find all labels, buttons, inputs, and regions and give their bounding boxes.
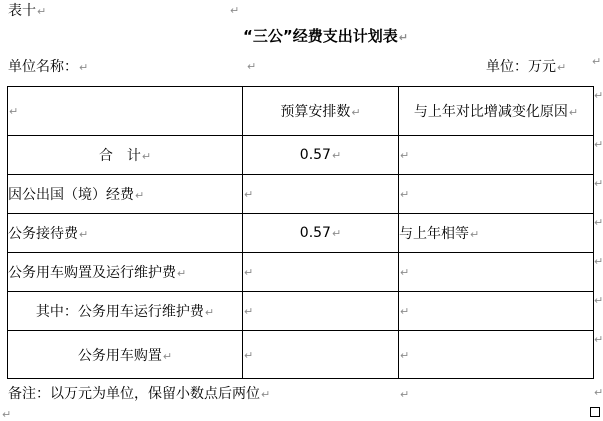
table-cell bbox=[243, 253, 399, 292]
paragraph-mark-icon: ↵ bbox=[2, 408, 12, 421]
paragraph-mark-icon: ↵ bbox=[594, 294, 603, 307]
paragraph-mark-icon: ↵ bbox=[594, 216, 603, 229]
table-cell bbox=[243, 136, 399, 175]
paragraph-mark-icon: ↵ bbox=[400, 266, 410, 279]
expense-table bbox=[7, 86, 594, 379]
paragraph-mark-icon: ↵ bbox=[400, 149, 410, 162]
table-row bbox=[8, 175, 594, 214]
table-row bbox=[8, 253, 594, 292]
doc-label bbox=[8, 3, 46, 20]
paragraph-mark-icon: ↵ bbox=[162, 349, 173, 363]
end-of-document-square-icon bbox=[590, 407, 600, 417]
table-cell bbox=[8, 214, 243, 253]
paragraph-mark-icon: ↵ bbox=[594, 138, 603, 151]
paragraph-mark-icon: ↵ bbox=[592, 55, 602, 68]
table-row bbox=[8, 214, 594, 253]
paragraph-mark-icon: ↵ bbox=[400, 388, 410, 401]
paragraph-mark-icon: ↵ bbox=[398, 31, 408, 44]
header-cell bbox=[399, 87, 594, 136]
paragraph-mark-icon: ↵ bbox=[594, 333, 603, 346]
note-line bbox=[8, 386, 270, 403]
cell-text: 合 计 bbox=[98, 148, 141, 164]
table-cell bbox=[8, 331, 243, 379]
cell-text: 0.57 bbox=[299, 225, 331, 241]
paragraph-mark-icon: ↵ bbox=[331, 227, 342, 240]
table-cell bbox=[8, 292, 243, 331]
paragraph-mark-icon: ↵ bbox=[204, 306, 215, 319]
paragraph-mark-icon: ↵ bbox=[594, 386, 603, 399]
header-cell bbox=[243, 87, 399, 136]
header-row bbox=[8, 87, 594, 136]
paragraph-mark-icon: ↵ bbox=[594, 177, 603, 190]
table-cell bbox=[243, 214, 399, 253]
paragraph-mark-icon: ↵ bbox=[244, 348, 254, 362]
cell-text: 0.57 bbox=[299, 147, 331, 163]
paragraph-mark-icon: ↵ bbox=[470, 228, 480, 241]
table-cell bbox=[8, 136, 243, 175]
note-text: 备注：以万元为单位，保留小数点后两位 bbox=[8, 386, 260, 402]
table-cell bbox=[8, 253, 243, 292]
paragraph-mark-icon: ↵ bbox=[261, 388, 271, 401]
paragraph-mark-icon: ↵ bbox=[230, 4, 240, 17]
table-cell bbox=[399, 331, 594, 379]
paragraph-mark-icon: ↵ bbox=[37, 5, 47, 18]
table-cell bbox=[399, 292, 594, 331]
paragraph-mark-icon: ↵ bbox=[400, 188, 410, 201]
paragraph-mark-icon: ↵ bbox=[557, 61, 567, 74]
cell-text: 公务接待费 bbox=[8, 226, 78, 242]
table-row bbox=[8, 136, 594, 175]
paragraph-mark-icon: ↵ bbox=[244, 305, 254, 318]
paragraph-mark-icon: ↵ bbox=[594, 89, 603, 102]
table-cell bbox=[399, 175, 594, 214]
paragraph-mark-icon: ↵ bbox=[79, 228, 89, 241]
page-title-text: “三公”经费支出计划表 bbox=[243, 27, 398, 45]
doc-label-text: 表十 bbox=[8, 3, 36, 19]
paragraph-mark-icon: ↵ bbox=[135, 189, 145, 202]
table-row bbox=[8, 292, 594, 331]
table-cell bbox=[243, 331, 399, 379]
unit-label bbox=[486, 59, 566, 76]
paragraph-mark-icon: ↵ bbox=[331, 149, 342, 162]
cell-text: 与上年对比增减变化原因 bbox=[413, 104, 568, 120]
page-title bbox=[48, 28, 603, 46]
table-cell bbox=[399, 253, 594, 292]
paragraph-mark-icon: ↵ bbox=[244, 266, 254, 279]
paragraph-mark-icon: ↵ bbox=[247, 60, 257, 73]
paragraph-mark-icon: ↵ bbox=[400, 305, 410, 318]
paragraph-mark-icon: ↵ bbox=[568, 106, 579, 119]
cell-text: 公务用车购置 bbox=[77, 347, 162, 364]
table-row bbox=[8, 331, 594, 379]
table-cell bbox=[399, 136, 594, 175]
paragraph-mark-icon: ↵ bbox=[79, 61, 89, 74]
table-cell bbox=[243, 292, 399, 331]
cell-text: 公务用车购置及运行维护费 bbox=[8, 265, 176, 281]
table-cell bbox=[243, 175, 399, 214]
paragraph-mark-icon: ↵ bbox=[177, 267, 187, 280]
paragraph-mark-icon: ↵ bbox=[400, 348, 410, 362]
paragraph-mark-icon: ↵ bbox=[351, 106, 361, 119]
unit-name-text: 单位名称： bbox=[8, 59, 78, 75]
unit-label-text: 单位：万元 bbox=[486, 59, 556, 75]
paragraph-mark-icon: ↵ bbox=[141, 150, 152, 163]
header-cell bbox=[8, 87, 243, 136]
paragraph-mark-icon: ↵ bbox=[594, 255, 603, 268]
table-cell bbox=[8, 175, 243, 214]
paragraph-mark-icon: ↵ bbox=[244, 188, 254, 201]
cell-text: 与上年相等 bbox=[399, 226, 469, 242]
cell-text: 预算安排数 bbox=[280, 104, 351, 120]
cell-text: 其中：公务用车运行维护费 bbox=[35, 304, 204, 320]
paragraph-mark-icon: ↵ bbox=[9, 105, 19, 118]
unit-name-label bbox=[8, 59, 88, 76]
cell-text: 因公出国（境）经费 bbox=[8, 187, 134, 203]
table-cell bbox=[399, 214, 594, 253]
